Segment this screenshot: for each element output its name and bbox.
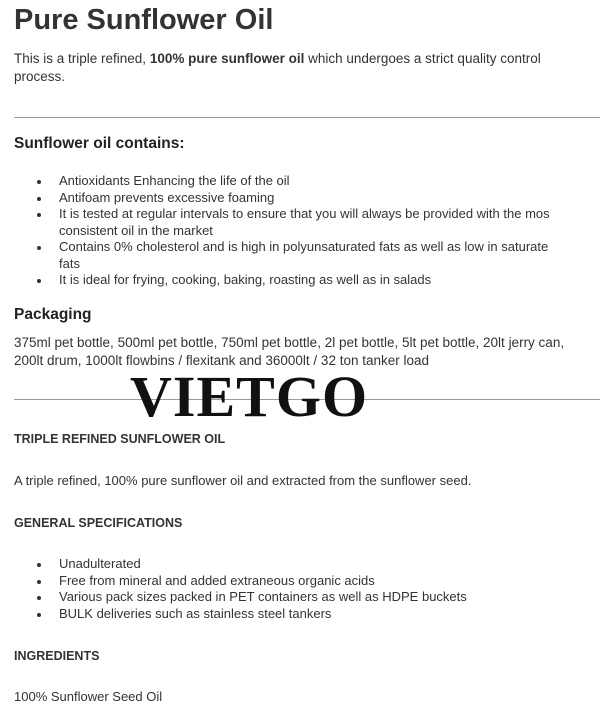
contains-list	[14, 173, 600, 289]
contains-heading: Sunflower oil contains:	[14, 135, 185, 152]
ingredients-text: 100% Sunflower Seed Oil	[14, 689, 163, 704]
list-item	[59, 606, 600, 623]
list-item-text: It is tested at regular intervals to ensure that you will always be provided with the mos	[59, 206, 550, 221]
section-divider	[14, 117, 600, 118]
list-item	[59, 239, 600, 272]
vietgo-watermark-logo: VIETGO	[130, 364, 369, 429]
list-item	[59, 173, 600, 190]
list-item-text-continued: consistent oil in the market	[59, 222, 213, 238]
list-item-text-continued: fats	[59, 255, 80, 271]
list-item-text: Free from mineral and added extraneous organic acids	[59, 572, 375, 588]
page-title: Pure Sunflower Oil	[14, 4, 274, 36]
list-item-text: It is ideal for frying, cooking, baking, roasting as well as in salads	[59, 272, 432, 287]
list-item-text: BULK deliveries such as stainless steel tankers	[59, 605, 332, 621]
list-item-text: Contains 0% cholesterol and is high in polyunsaturated fats as well as low in saturate	[59, 239, 549, 254]
intro-text-start: This is a triple refined,	[14, 51, 150, 66]
triple-refined-heading: TRIPLE REFINED SUNFLOWER OIL	[14, 432, 226, 446]
intro-paragraph	[14, 50, 589, 86]
list-item	[59, 190, 600, 207]
list-item	[59, 556, 600, 573]
ingredients-heading: INGREDIENTS	[14, 649, 100, 663]
packaging-line: 200lt drum, 1000lt flowbins / flexitank and 36000lt / 32 ton tanker load	[14, 353, 430, 368]
intro-text-bold: 100% pure sunflower oil	[149, 51, 305, 66]
packaging-heading: Packaging	[14, 306, 92, 323]
list-item-text: Antifoam prevents excessive foaming	[59, 189, 275, 205]
packaging-line: 375ml pet bottle, 500ml pet bottle, 750ml pet bottle, 2l pet bottle, 5lt pet bottle, 20lt jerry can,	[14, 335, 565, 350]
triple-refined-text: A triple refined, 100% pure sunflower oil and extracted from the sunflower seed.	[14, 473, 472, 488]
list-item	[59, 589, 600, 606]
general-specifications-heading: GENERAL SPECIFICATIONS	[14, 516, 183, 530]
list-item	[59, 206, 600, 239]
list-item	[59, 573, 600, 590]
intro-text-end: which undergoes a strict quality control process.	[14, 51, 541, 84]
list-item-text: Unadulterated	[59, 556, 141, 571]
list-item-text: Various pack sizes packed in PET containers as well as HDPE buckets	[59, 589, 467, 604]
list-item-text: Antioxidants Enhancing the life of the oil	[59, 173, 290, 188]
list-item	[59, 272, 600, 289]
specifications-list	[14, 556, 600, 622]
